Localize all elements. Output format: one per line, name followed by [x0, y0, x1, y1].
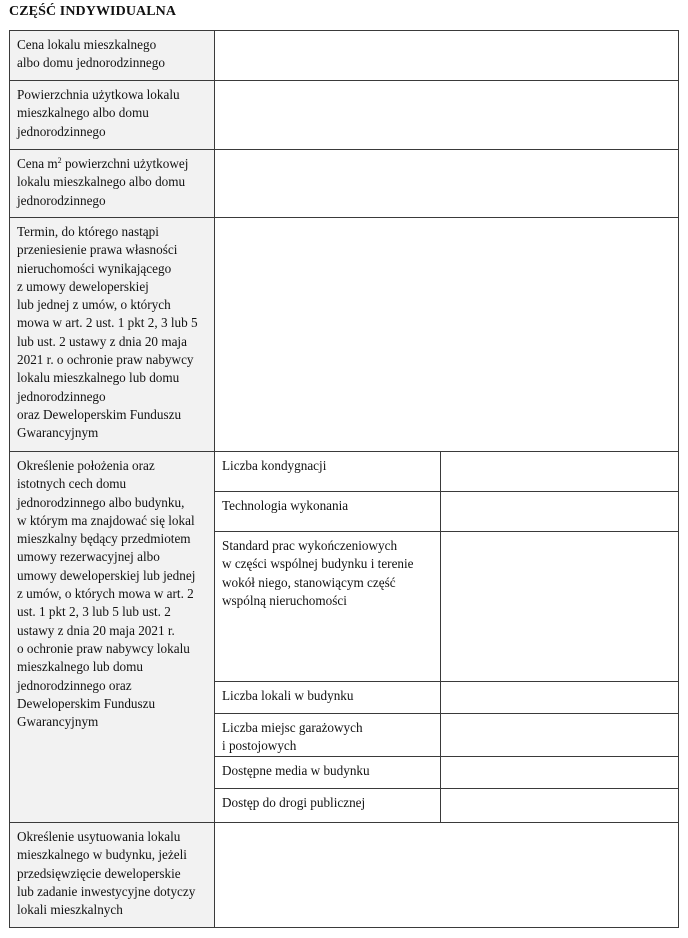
sub-row-divider — [214, 756, 679, 757]
row-divider — [9, 217, 679, 218]
sub-column-divider — [440, 451, 441, 822]
value-road-access[interactable] — [440, 788, 679, 822]
label-price: Cena lokalu mieszkalnego albo domu jednorodzinnego — [9, 30, 214, 80]
sub-row-divider — [214, 788, 679, 789]
price-per-m2-text-rest: powierzchni użytkowej lokalu mieszkalnego albo domu jednorodzinnego — [17, 156, 189, 208]
sub-row-divider — [214, 491, 679, 492]
sub-label-utilities: Dostępne media w budynku — [222, 763, 370, 778]
label-usable-area: Powierzchnia użytkowa lokalu mieszkalnego albo domu jednorodzinnego — [9, 80, 214, 149]
table-border-top — [9, 30, 679, 31]
sub-label-floors: Liczba kondygnacji — [222, 458, 327, 473]
value-placement[interactable] — [214, 822, 679, 928]
m2-superscript: 2 — [57, 156, 62, 165]
row-divider — [9, 451, 679, 452]
sub-row-divider — [214, 713, 679, 714]
value-usable-area[interactable] — [214, 80, 679, 149]
sub-row-divider — [214, 531, 679, 532]
sub-label-finishing-standard: Standard prac wykończeniowych w części wspólnej budynku i terenie wokół niego, stanowiącym część wspólną nieruchomości — [222, 538, 414, 608]
value-price-per-m2[interactable] — [214, 149, 679, 217]
sub-label-units-count: Liczba lokali w budynku — [222, 688, 354, 703]
value-units-count[interactable] — [440, 681, 679, 713]
value-technology[interactable] — [440, 491, 679, 531]
label-placement: Określenie usytuowania lokalu mieszkalnego w budynku, jeżeli przedsięwzięcie deweloperskie lub zadanie inwestycyjne dotyczy lokali mieszkalnych — [9, 822, 214, 928]
value-utilities[interactable] — [440, 756, 679, 788]
label-price-per-m2 — [9, 149, 214, 217]
row-divider — [9, 149, 679, 150]
value-finishing-standard[interactable] — [440, 531, 679, 681]
table-border-right — [678, 30, 679, 928]
table-border-bottom — [9, 927, 679, 928]
table-border-left — [9, 30, 10, 928]
row-divider — [9, 80, 679, 81]
section-title: CZĘŚĆ INDYWIDUALNA — [9, 4, 177, 19]
sub-label-technology: Technologia wykonania — [222, 498, 349, 513]
price-per-m2-text: Cena m — [17, 156, 58, 171]
sub-label-road-access: Dostęp do drogi publicznej — [222, 795, 366, 810]
value-price[interactable] — [214, 30, 679, 80]
sub-label-parking: Liczba miejsc garażowych i postojowych — [222, 720, 363, 754]
value-floors[interactable] — [440, 451, 679, 491]
value-transfer-deadline[interactable] — [214, 217, 679, 451]
row-divider — [9, 822, 679, 823]
label-transfer-deadline: Termin, do którego nastąpi przeniesienie prawa własności nieruchomości wynikającego z umowy deweloperskiej lub jednej z umów, o których mowa w art. 2 ust. 1 pkt 2, 3 lub 5 lub ust. 2 ustawy z dnia 20 maja 2021 r. o ochronie praw nabywcy lokalu mieszkalnego lub domu jednorodzinnego oraz Deweloperskim Funduszu Gwarancyjnym — [9, 217, 214, 451]
label-location-features: Określenie położenia oraz istotnych cech domu jednorodzinnego albo budynku, w którym ma znajdować się lokal mieszkalny będący przedmiotem umowy rezerwacyjnej albo umowy deweloperskiej lub jednej z umów, o których mowa w art. 2 ust. 1 pkt 2, 3 lub 5 lub ust. 2 ustawy z dnia 20 maja 2021 r. o ochronie praw nabywcy lokalu mieszkalnego lub domu jednorodzinnego oraz Deweloperskim Funduszu Gwarancyjnym — [9, 451, 214, 822]
value-parking[interactable] — [440, 713, 679, 756]
sub-row-divider — [214, 681, 679, 682]
column-divider — [214, 30, 215, 928]
